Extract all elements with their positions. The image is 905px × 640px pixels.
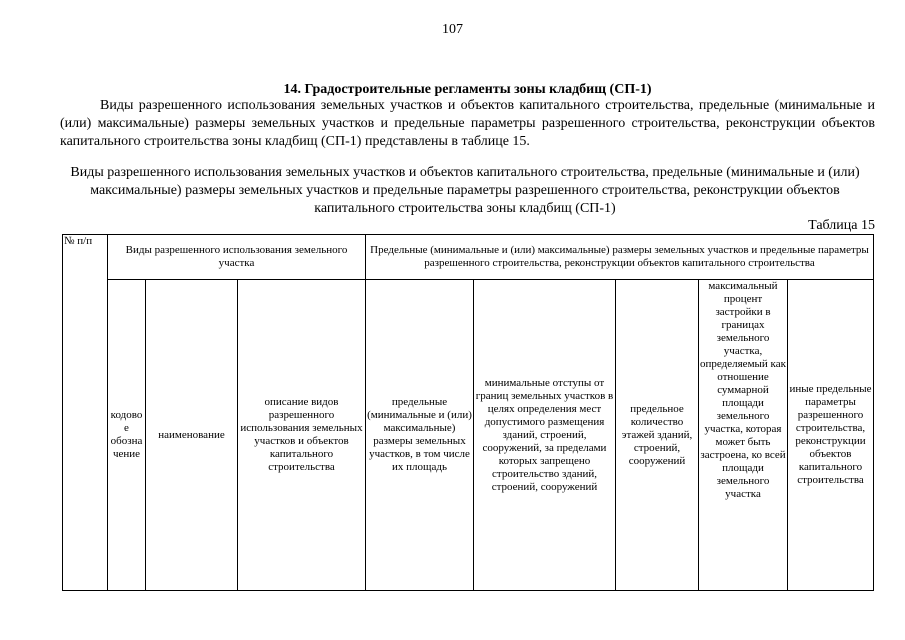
table-label: Таблица 15 (808, 218, 875, 233)
page-number: 107 (442, 22, 463, 37)
header-cell-name: наименование (146, 280, 238, 591)
header-cell-params-group: Предельные (минимальные и (или) максимальные) размеры земельных участков и предельные параметры разрешенного строительства, реконструкции объектов капитального строительства (366, 235, 874, 280)
header-cell-other-params: иные предельные параметры разрешенного строительства, реконструкции объектов капитального строительства (788, 280, 874, 591)
header-cell-plot-size: предельные (минимальные и (или) максимальные) размеры земельных участков, в том числе их площадь (366, 280, 474, 591)
header-cell-setbacks: минимальные отступы от границ земельных участков в целях определения мест допустимого размещения зданий, строений, сооружений, за пределами которых запрещено строительство зданий, строений, сооружений (474, 280, 616, 591)
table-caption: Виды разрешенного использования земельных участков и объектов капитального строительства, предельные (минимальные и (или) максимальные) размеры земельных участков и предельные параметры разрешенного строительства, реконструкции объектов капитального строительства зоны кладбищ (СП-1) (70, 165, 860, 216)
header-cell-coverage: максимальный процент застройки в границах земельного участка, определяемый как отношение суммарной площади земельного участка, которая может быть застроена, ко всей площади земельного участка (699, 280, 788, 591)
header-cell-floors: предельное количество этажей зданий, строений, сооружений (616, 280, 699, 591)
header-cell-description: описание видов разрешенного использования земельных участков и объектов капитального строительства (238, 280, 366, 591)
section-heading: 14. Градостроительные регламенты зоны кладбищ (СП-1) (283, 82, 652, 97)
header-cell-code: кодовое обозначение (108, 280, 146, 591)
regulations-table (62, 234, 874, 591)
header-cell-vri-group: Виды разрешенного использования земельного участка (108, 235, 366, 280)
table-header-row-1 (63, 235, 874, 280)
table-header-row-2 (63, 280, 874, 591)
header-cell-number: № п/п (63, 235, 108, 591)
intro-paragraph: Виды разрешенного использования земельных участков и объектов капитального строительства, предельные (минимальные и (или) максимальные) размеры земельных участков и предельные параметры разрешенного строительства, реконструкции объектов капитального строительства зоны кладбищ (СП-1) представлены в таблице 15. (60, 98, 875, 149)
